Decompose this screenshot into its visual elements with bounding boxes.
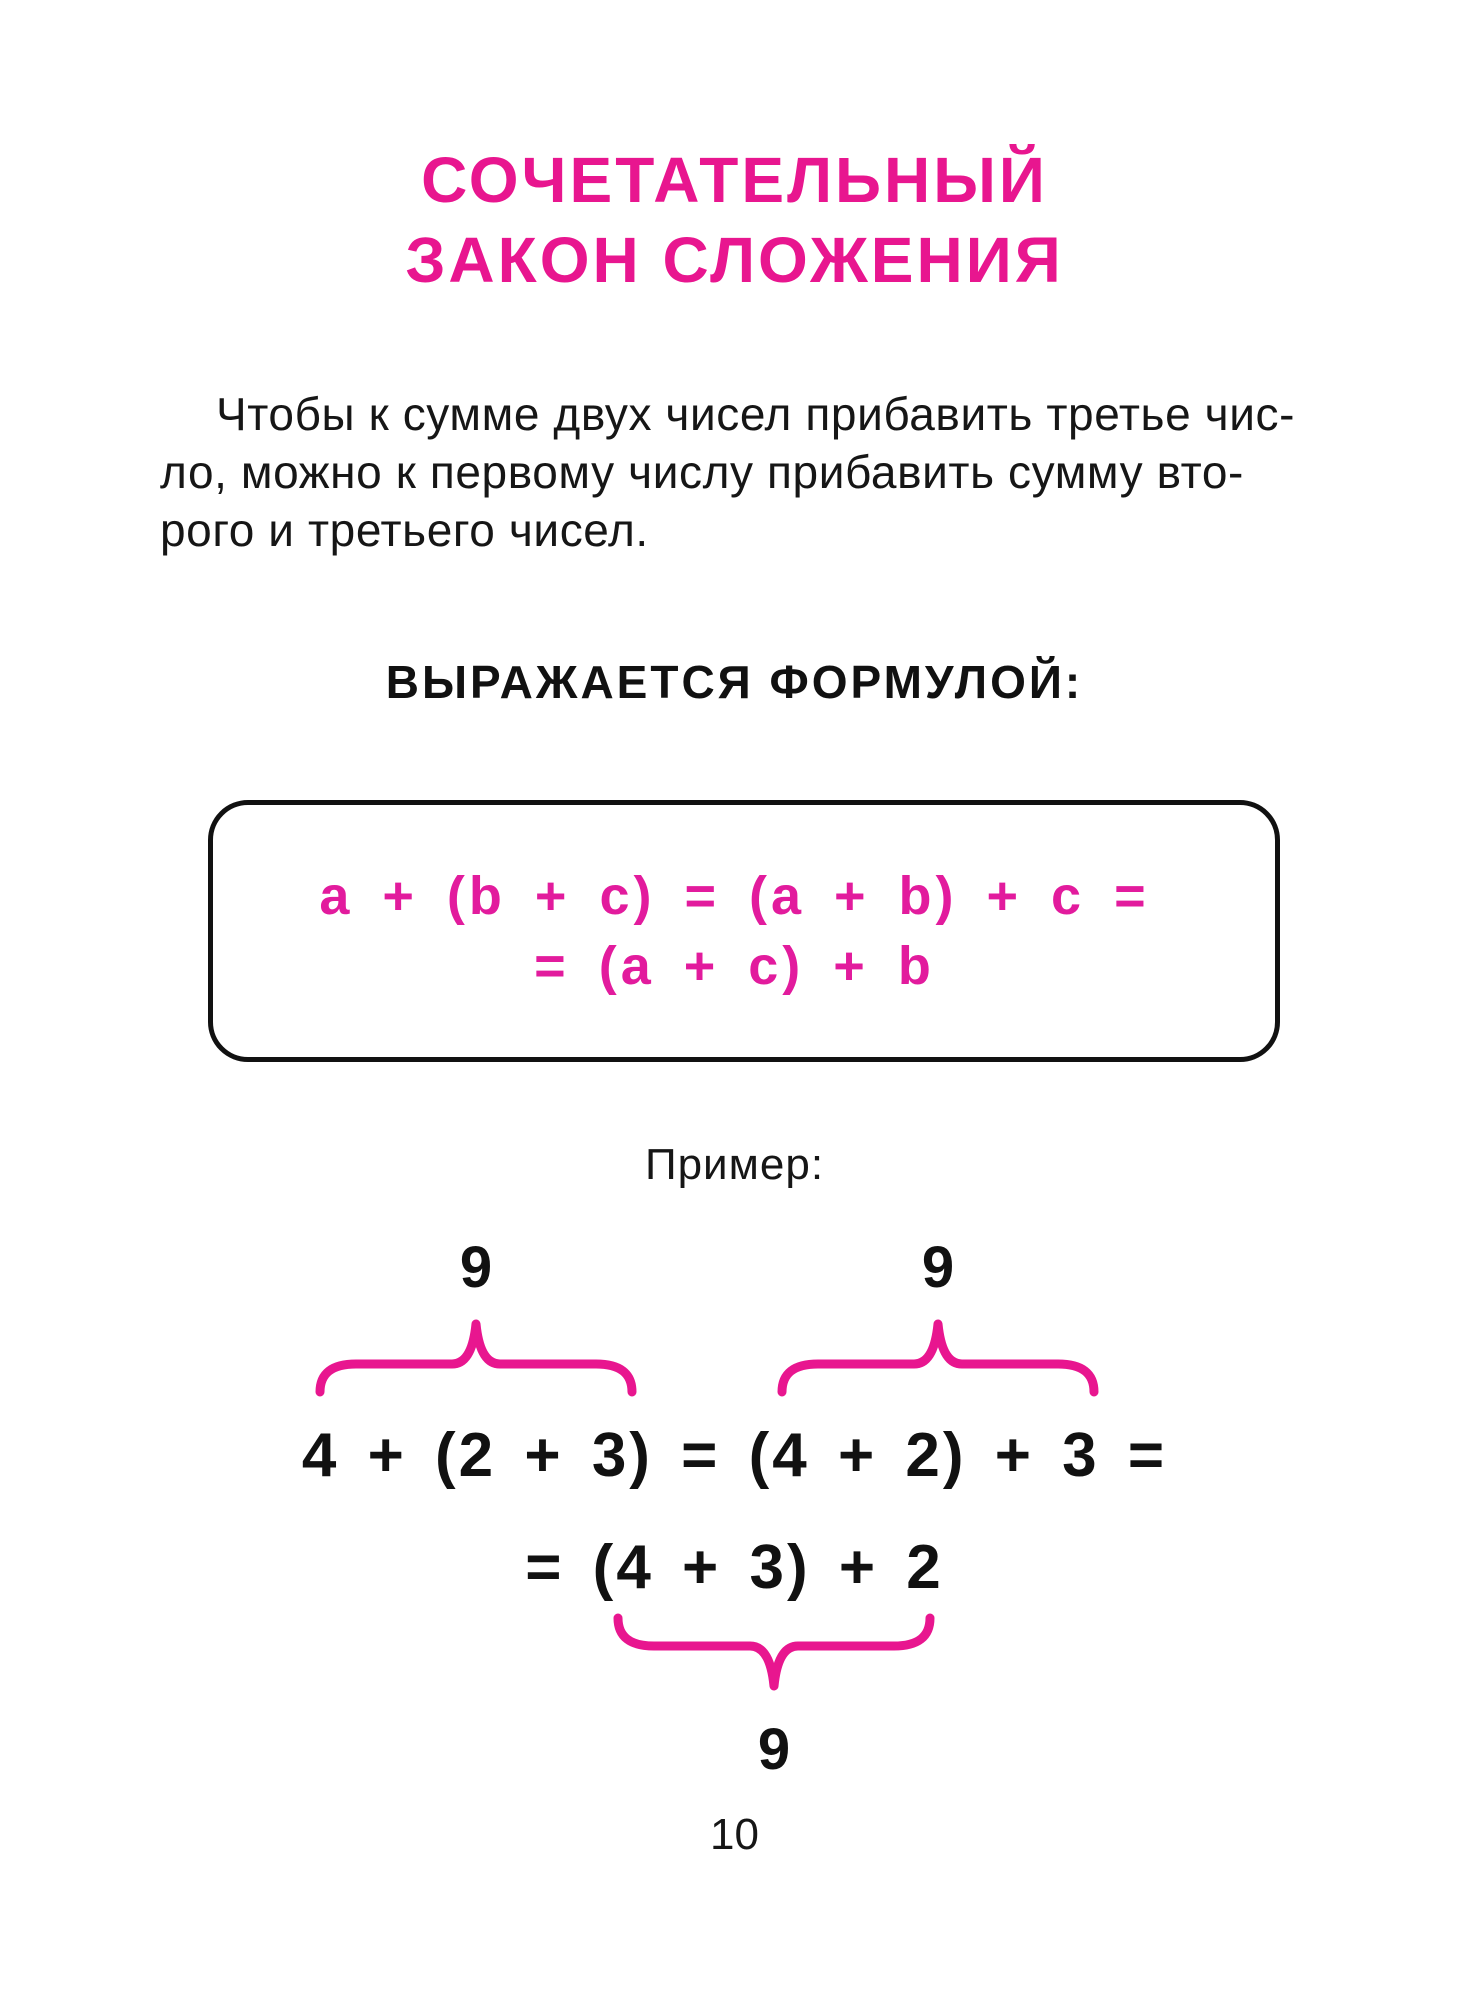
formula-line-1: a + (b + c) = (a + b) + c = bbox=[319, 866, 1150, 926]
brace-sum-bottom: 9 bbox=[757, 1717, 791, 1782]
example-line-1: 4 + (2 + 3) = (4 + 2) + 3 = bbox=[301, 1421, 1168, 1490]
title-line-1: СОЧЕТАТЕЛЬНЫЙ bbox=[421, 144, 1048, 216]
formula-heading: ВЫРАЖАЕТСЯ ФОРМУЛОЙ: bbox=[385, 656, 1084, 708]
page-title bbox=[0, 140, 1469, 300]
rule-line-1: Чтобы к сумме двух чисел прибавить третье чис- bbox=[216, 388, 1296, 440]
page-number: 10 bbox=[710, 1810, 759, 1859]
brace-sum-right: 9 bbox=[921, 1235, 955, 1300]
right-curly-brace-icon bbox=[778, 1310, 1098, 1400]
formula-line-2: = (a + c) + b bbox=[534, 936, 935, 996]
example-label: Пример: bbox=[644, 1140, 825, 1189]
title-line-2: ЗАКОН СЛОЖЕНИЯ bbox=[405, 224, 1064, 296]
rule-paragraph bbox=[160, 385, 1330, 559]
rule-line-3: рого и третьего чисел. bbox=[160, 504, 649, 556]
brace-sum-left: 9 bbox=[459, 1235, 493, 1300]
rule-line-2: ло, можно к первому числу прибавить сумму вто- bbox=[160, 446, 1244, 498]
example-line-2: = (4 + 3) + 2 bbox=[525, 1533, 944, 1602]
left-curly-brace-icon bbox=[316, 1310, 636, 1400]
bottom-curly-brace-icon bbox=[614, 1612, 934, 1702]
formula-box bbox=[208, 800, 1280, 1062]
